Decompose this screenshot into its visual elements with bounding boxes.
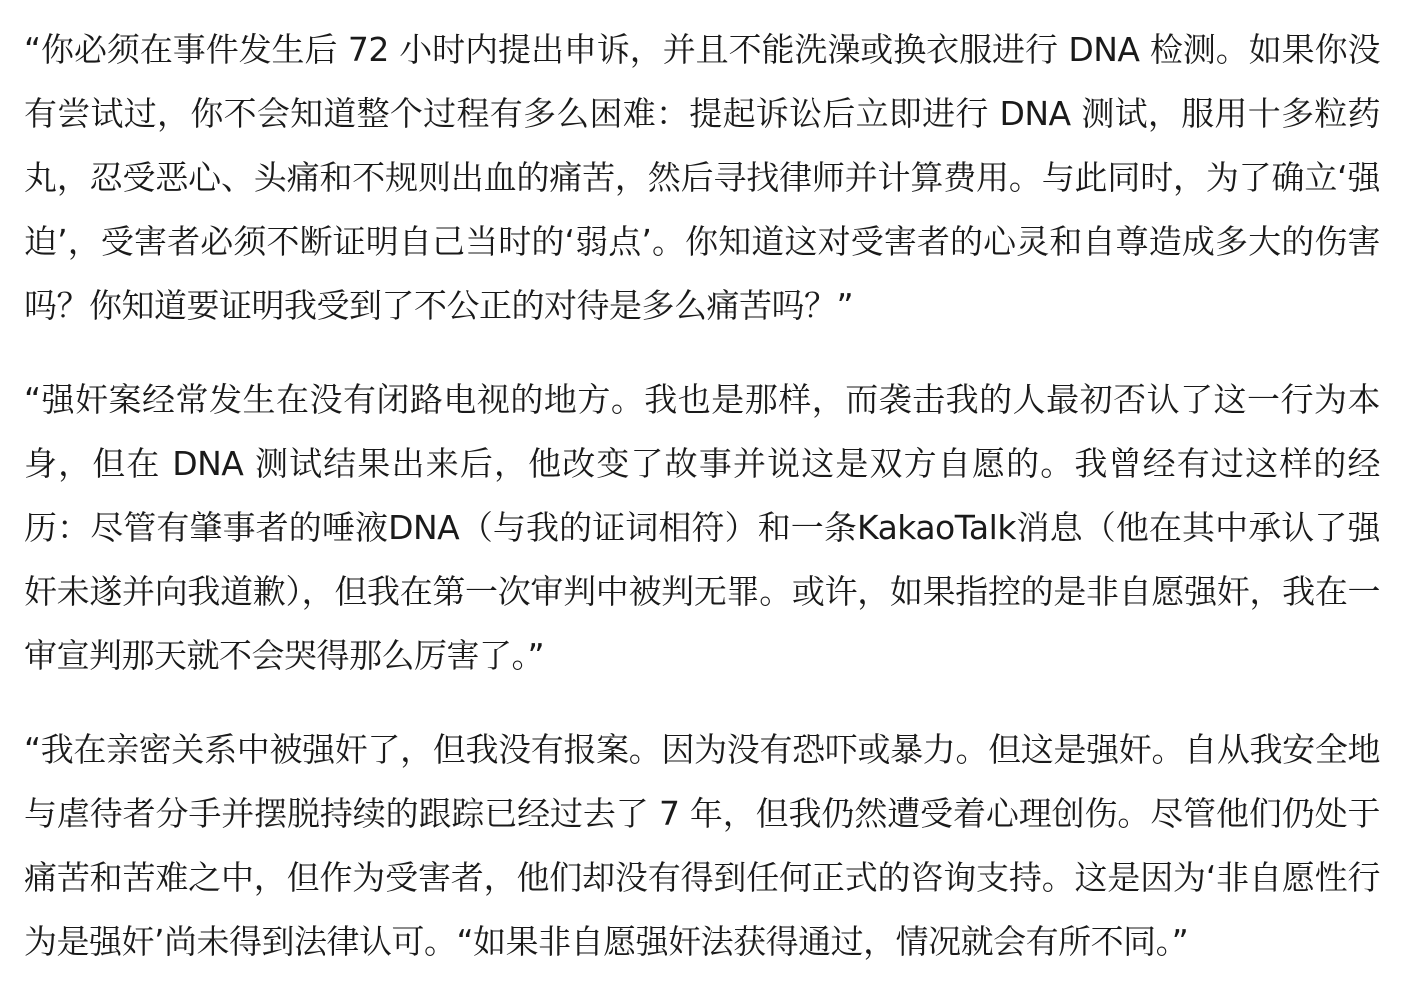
quote-paragraph-3: “我在亲密关系中被强奸了，但我没有报案。因为没有恐吓或暴力。但这是强奸。自从我安全地与虐待者分手并摆脱持续的跟踪已经过去了 7 年，但我仍然遭受着心理创伤。尽管他们仍处于痛苦和苦难之中，但作为受害者，他们却没有得到任何正式的咨询支持。这是因为‘非自愿性行为是强奸’尚未得到法律认可。“如果非自愿强奸法获得通过，情况就会有所不同。” xyxy=(24,730,1380,961)
quote-paragraph-1: “你必须在事件发生后 72 小时内提出申诉，并且不能洗澡或换衣服进行 DNA 检测。如果你没有尝试过，你不会知道整个过程有多么困难：提起诉讼后立即进行 DNA 测试，服用十多粒药丸，忍受恶心、头痛和不规则出血的痛苦，然后寻找律师并计算费用。与此同时，为了确立‘强迫’，受害者必须不断证明自己当时的‘弱点’。你知道这对受害者的心灵和自尊造成多大的伤害吗？你知道要证明我受到了不公正的对待是多么痛苦吗？” xyxy=(24,30,1380,325)
article-body xyxy=(24,18,1380,974)
quote-paragraph-2: “强奸案经常发生在没有闭路电视的地方。我也是那样，而袭击我的人最初否认了这一行为本身，但在 DNA 测试结果出来后，他改变了故事并说这是双方自愿的。我曾经有过这样的经历：尽管有肇事者的唾液DNA（与我的证词相符）和一条KakaoTalk消息（他在其中承认了强奸未遂并向我道歉），但我在第一次审判中被判无罪。或许，如果指控的是非自愿强奸，我在一审宣判那天就不会哭得那么厉害了。” xyxy=(24,380,1380,675)
